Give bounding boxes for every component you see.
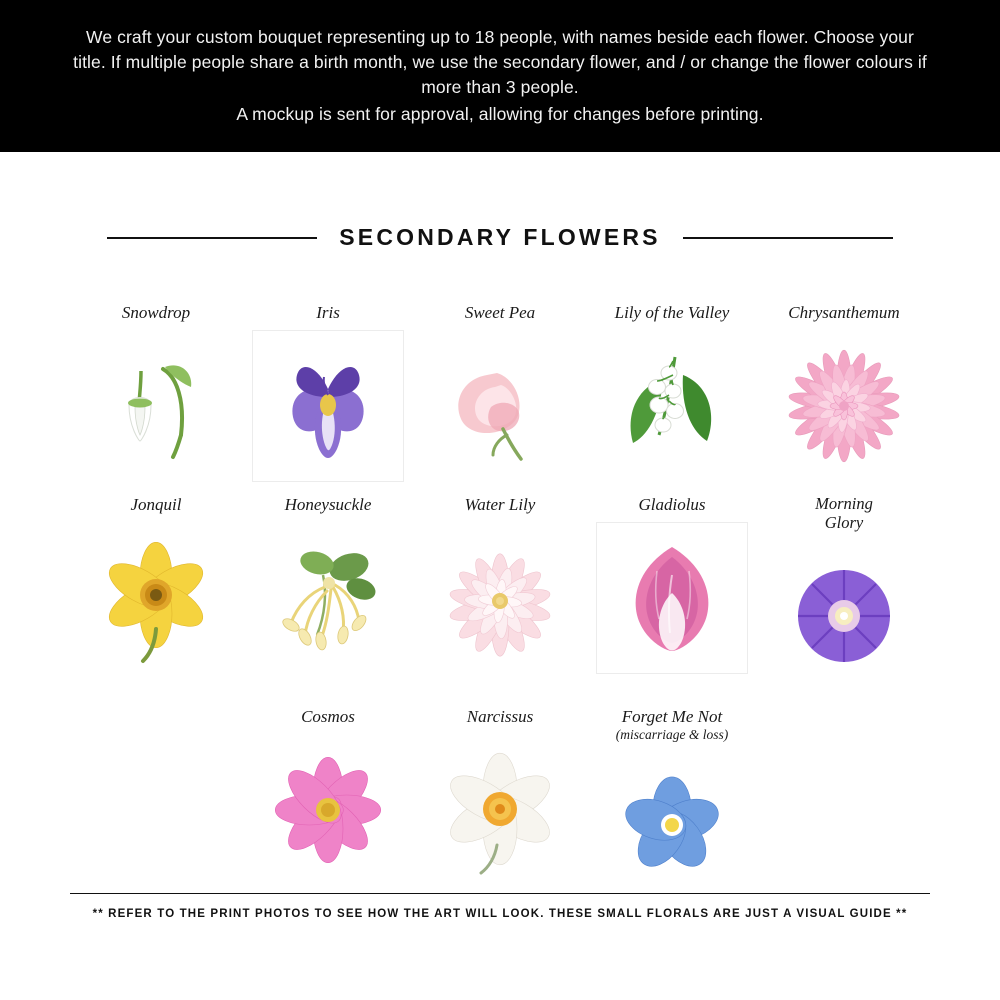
info-banner	[0, 0, 1000, 152]
flower-name: Iris	[316, 303, 340, 322]
flower-subtitle: (miscarriage & loss)	[615, 726, 729, 742]
flower-name: Jonquil	[130, 495, 182, 514]
gladiolus-flower-icon	[597, 523, 747, 673]
honeysuckle-flower-icon	[253, 523, 403, 673]
flower-card	[758, 303, 930, 481]
lily-of-the-valley-flower-icon	[597, 331, 747, 481]
flower-name: Honeysuckle	[284, 495, 372, 514]
flower-row-2	[70, 495, 930, 691]
section-header	[0, 224, 1000, 251]
flower-card	[242, 707, 414, 885]
flower-name: Snowdrop	[121, 303, 191, 322]
divider-right	[683, 237, 893, 239]
footer-divider	[70, 893, 930, 894]
flower-card	[70, 495, 242, 673]
flower-card	[586, 303, 758, 481]
forget-me-not-flower-icon	[597, 750, 747, 900]
flower-card	[414, 303, 586, 481]
chrysanthemum-flower-icon	[769, 331, 919, 481]
flower-name: Morning Glory	[815, 494, 873, 532]
flower-name: Chrysanthemum	[788, 303, 900, 322]
jonquil-flower-icon	[81, 523, 231, 673]
flower-card	[414, 495, 586, 673]
flower-card	[414, 707, 586, 885]
flower-name: Lily of the Valley	[614, 303, 730, 322]
section-title: SECONDARY FLOWERS	[339, 224, 661, 250]
flower-name: Sweet Pea	[464, 303, 536, 322]
flower-name: Cosmos	[301, 706, 355, 726]
footer-note: ** REFER TO THE PRINT PHOTOS TO SEE HOW THE ART WILL LOOK. THESE SMALL FLORALS ARE JUST A VISUAL GUIDE **	[92, 908, 908, 920]
flower-card	[70, 303, 242, 481]
flower-card	[242, 495, 414, 673]
flower-name: Water Lily	[464, 495, 536, 514]
flower-row-3	[70, 707, 930, 901]
snowdrop-flower-icon	[81, 331, 231, 481]
water-lily-flower-icon	[425, 523, 575, 673]
flower-card	[586, 495, 758, 673]
flower-card	[242, 303, 414, 481]
flower-name: Narcissus	[466, 706, 534, 726]
iris-flower-icon	[253, 331, 403, 481]
flower-grid	[0, 303, 1000, 900]
flower-card	[758, 495, 930, 691]
morning-glory-flower-icon	[769, 541, 919, 691]
flower-row-1	[70, 303, 930, 481]
flower-name: Forget Me Not	[621, 706, 723, 726]
flower-name: Gladiolus	[638, 495, 706, 514]
banner-line-1: We craft your custom bouquet representing up to 18 people, with names beside each flower. Choose your title. If multiple people share a birth month, we use the secondary flower, and / or change the flower colours if more than 3 people.	[73, 26, 927, 97]
cosmos-flower-icon	[253, 735, 403, 885]
divider-left	[107, 237, 317, 239]
sweet-pea-flower-icon	[425, 331, 575, 481]
narcissus-flower-icon	[425, 735, 575, 885]
banner-line-2: A mockup is sent for approval, allowing for changes before printing.	[236, 104, 764, 125]
flower-card	[586, 707, 758, 901]
